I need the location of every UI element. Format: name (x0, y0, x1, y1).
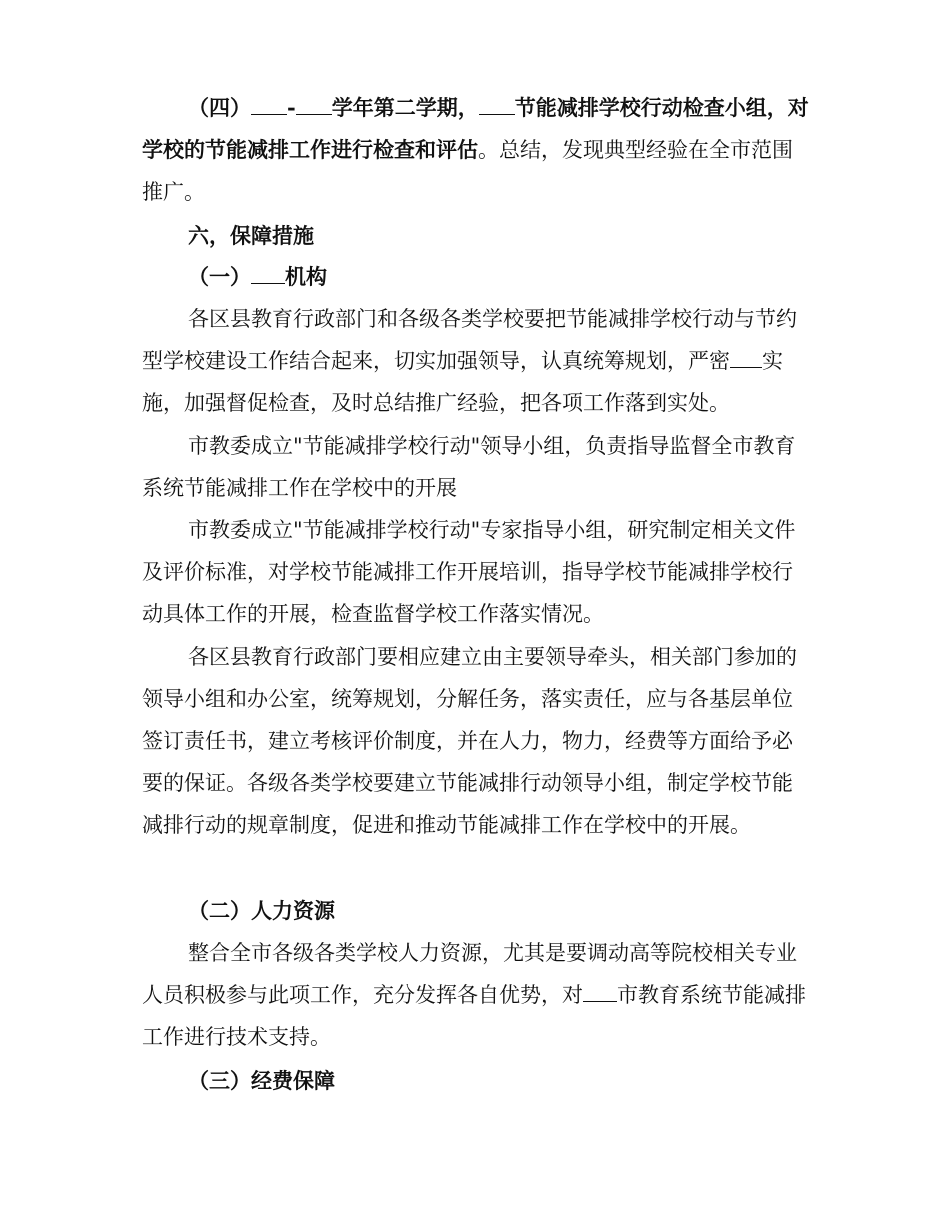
blank-line (583, 979, 617, 1002)
paragraph-district-schools (142, 298, 810, 424)
semester-text: 学年第二学期， (331, 95, 479, 120)
subheading-funding: （三）经费保障 (188, 1068, 335, 1093)
paragraph-inspection (142, 87, 810, 213)
dash-text: - (287, 95, 296, 120)
section-heading-safeguards: 六，保障措施 (188, 223, 314, 248)
blank-line (730, 345, 762, 368)
paragraph-text: 整合全市各级各类学校人力资源，尤其是要调动高等院校相关专业人员积极参与此项工作，充分发挥各自优势，对 (142, 941, 797, 1007)
paragraph-expert-group: 市教委成立"节能减排学校行动"专家指导小组，研究制定相关文件及评价标准，对学校节能减排工作开展培训，指导学校节能减排学校行动具体工作的开展，检查监督学校工作落实情况。 (142, 518, 796, 626)
blank-line (251, 261, 285, 284)
paragraph-district-responsibility: 各区县教育行政部门要相应建立由主要领导牵头，相关部门参加的领导小组和办公室，统筹规划，分解任务，落实责任，应与各基层单位签订责任书，建立考核评价制度，并在人力，物力，经费等方面给予必要的保证。各级各类学校要建立节能减排行动领导小组，制定学校节能减排行动的规章制度，促进和推动节能减排工作在学校中的开展。 (142, 645, 797, 837)
subheading-human-resources: （二）人力资源 (188, 898, 335, 923)
subheading-label: 机构 (285, 264, 327, 289)
item-number-four: （四） (188, 95, 251, 120)
paragraph-leading-group: 市教委成立"节能减排学校行动"领导小组，负责指导监督全市教育系统节能减排工作在学校中的开展 (142, 434, 796, 500)
paragraph-human-resources (142, 932, 810, 1058)
paragraph-text-end: 实施，加强督促检查，及时总结推广经验，把各项工作落到实处。 (142, 349, 783, 415)
blank-line (479, 92, 515, 115)
subheading-number: （一） (188, 264, 251, 289)
summary-text: 。总结，发现典型经验在全市范围推广。 (142, 138, 793, 204)
subheading-organization (142, 256, 810, 298)
paragraph-text-end: 市教育系统节能减排工作进行技术支持。 (142, 983, 806, 1049)
inspection-text: 节能减排学校行动检查小组，对学校的节能减排工作进行检查和评估 (142, 95, 809, 162)
blank-line (251, 92, 287, 115)
blank-line (296, 92, 332, 115)
paragraph-text: 各区县教育行政部门和各级各类学校要把节能减排学校行动与节约型学校建设工作结合起来，切实加强领导，认真统筹规划，严密 (142, 307, 797, 373)
